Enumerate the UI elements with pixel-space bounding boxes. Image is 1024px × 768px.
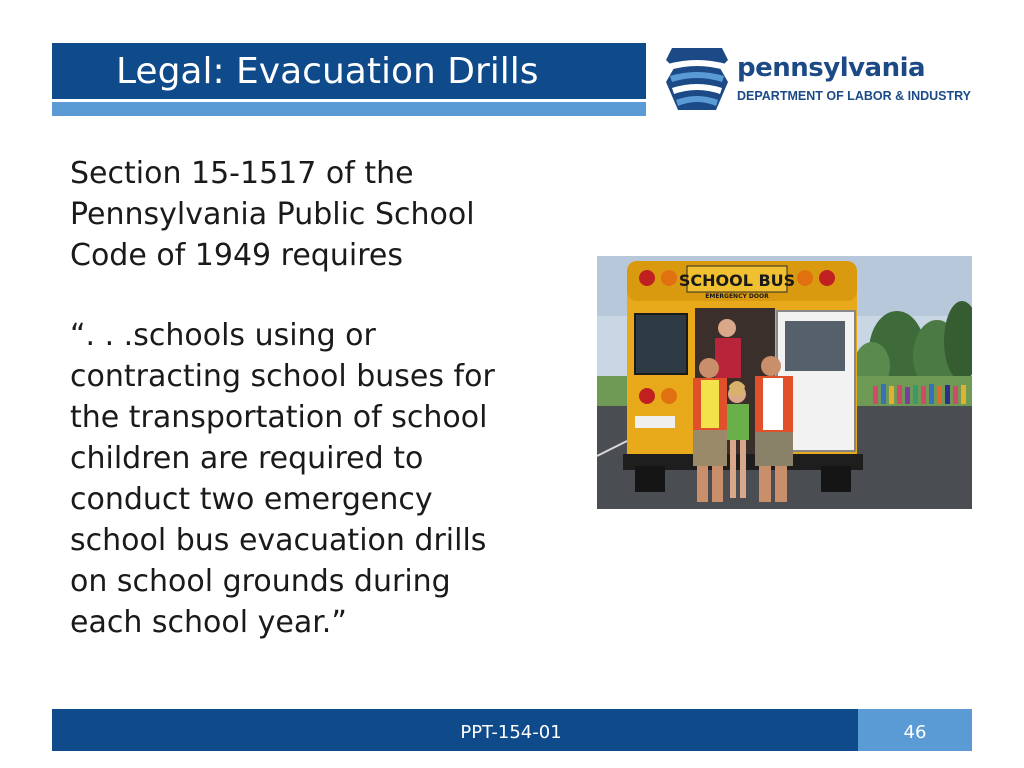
title-underline [52,102,646,116]
slide-title: Legal: Evacuation Drills [116,51,539,92]
logo-name: pennsylvania [737,53,926,83]
quote-text: “. . .schools using or contracting school buses for the transportation of school children are required to conduct two emergency school bus evacuation drills on school grounds during each school year.” [70,318,495,640]
footer-bar [52,709,972,751]
keystone-icon [664,44,730,112]
bus-sign-text: SCHOOL BUS [678,271,796,290]
school-bus-photo [597,256,972,509]
bus-door-label: EMERGENCY DOOR [705,293,769,300]
intro-text: Section 15-1517 of the Pennsylvania Public School Code of 1949 requires [70,156,475,273]
footer-code: PPT-154-01 [460,722,562,743]
slide-body [70,153,570,643]
title-bar [52,43,646,99]
logo-department: DEPARTMENT OF LABOR & INDUSTRY [737,89,972,103]
page-number: 46 [858,709,972,751]
pennsylvania-logo [664,42,994,116]
